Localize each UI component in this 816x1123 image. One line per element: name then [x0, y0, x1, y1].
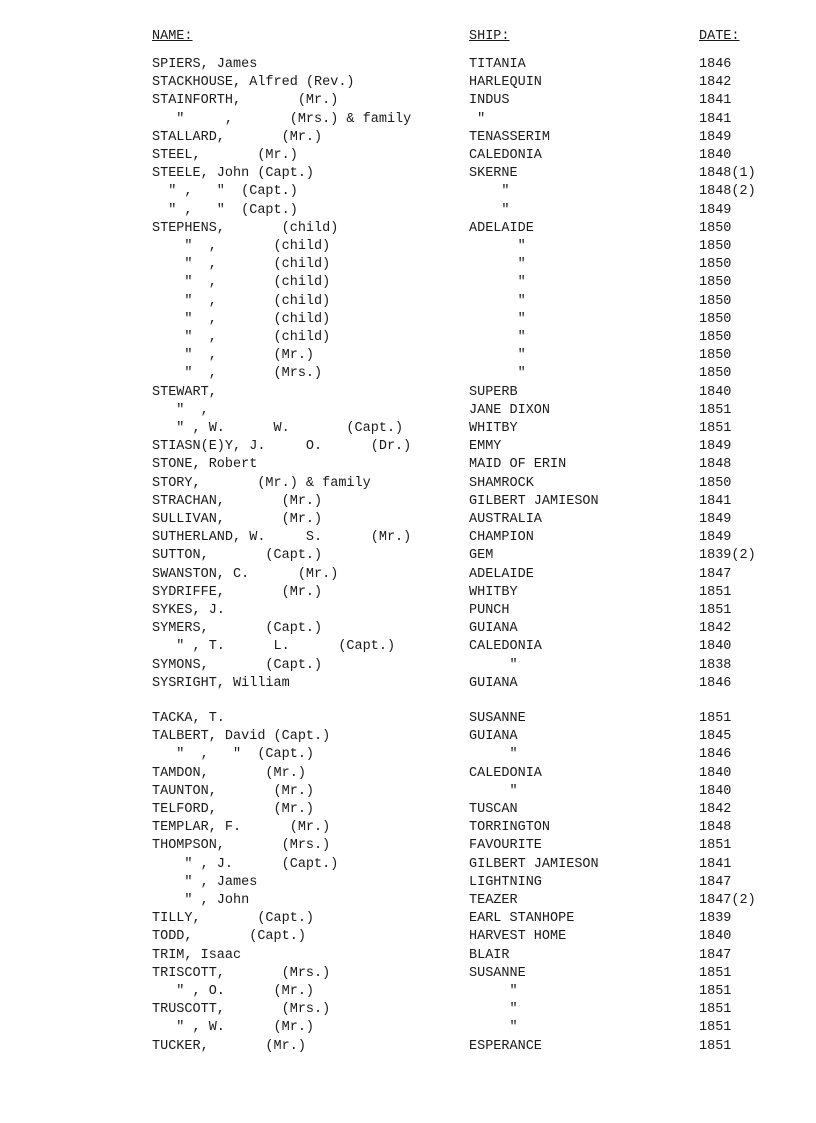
list-row: [0, 456, 816, 474]
passenger-name: TAUNTON, (Mr.): [152, 783, 315, 799]
passenger-name: STORY, (Mr.) & family: [152, 475, 371, 491]
ship-name: ": [469, 257, 526, 273]
arrival-date: 1849: [699, 512, 732, 527]
list-row: [0, 511, 816, 529]
list-row: [0, 1038, 816, 1056]
arrival-date: 1851: [699, 402, 732, 418]
passenger-name: SUTHERLAND, W. S. (Mr.): [152, 530, 412, 546]
ship-name: MAID OF ERIN: [469, 457, 567, 473]
list-row: [0, 202, 816, 220]
arrival-date: 1847: [699, 566, 732, 582]
arrival-date: 1851: [699, 984, 732, 999]
list-row: [0, 965, 816, 983]
list-row: [0, 710, 816, 728]
passenger-name: STRACHAN, (Mr.): [152, 493, 323, 509]
arrival-date: 1840: [699, 929, 732, 945]
list-row: [0, 728, 816, 746]
list-row: [0, 183, 816, 201]
arrival-date: 1850: [699, 366, 732, 382]
arrival-date: 1840: [699, 148, 732, 163]
list-row: [0, 602, 816, 620]
arrival-date: 1845: [699, 729, 732, 745]
arrival-date: 1847: [699, 874, 732, 890]
ship-name: SUSANNE: [469, 711, 526, 726]
passenger-name: " , (Mrs.) & family: [152, 111, 412, 127]
arrival-date: 1839: [699, 911, 732, 927]
ship-name: ": [469, 783, 518, 799]
list-row: [0, 620, 816, 638]
arrival-date: 1840: [699, 783, 732, 799]
list-row: [0, 584, 816, 602]
arrival-date: 1838: [699, 657, 732, 673]
ship-name: EMMY: [469, 439, 502, 455]
passenger-name: " , W. (Mr.): [152, 1020, 315, 1036]
ship-name: GUIANA: [469, 621, 518, 637]
passenger-name: STEWART,: [152, 384, 217, 400]
ship-name: ": [469, 184, 510, 200]
arrival-date: 1850: [699, 220, 732, 236]
list-row: [0, 165, 816, 183]
passenger-name: SYMONS, (Capt.): [152, 657, 323, 673]
passenger-name: " , (Mrs.): [152, 366, 323, 382]
ship-name: JANE DIXON: [469, 402, 551, 418]
arrival-date: 1841: [699, 93, 732, 109]
arrival-date: 1850: [699, 348, 732, 364]
arrival-date: 1841: [699, 493, 732, 509]
arrival-date: 1842: [699, 802, 732, 817]
passenger-name: " , (child): [152, 275, 331, 291]
ship-name: EARL STANHOPE: [469, 911, 575, 927]
list-row: [0, 547, 816, 565]
arrival-date: 1846: [699, 747, 732, 763]
list-row: [0, 910, 816, 928]
passenger-name: TILLY, (Capt.): [152, 911, 315, 927]
passenger-name: TACKA, T.: [152, 711, 225, 726]
passenger-name: " , " (Capt.): [152, 747, 315, 763]
list-row: [0, 529, 816, 547]
ship-name: ESPERANCE: [469, 1038, 542, 1054]
passenger-name: SYSRIGHT, William: [152, 675, 290, 691]
ship-name: GILBERT JAMIESON: [469, 493, 599, 509]
arrival-date: 1851: [699, 1038, 732, 1054]
arrival-date: 1840: [699, 765, 732, 781]
list-row: [0, 256, 816, 274]
ship-name: ": [469, 657, 518, 673]
ship-name: ": [469, 111, 486, 127]
arrival-date: 1850: [699, 239, 732, 254]
passenger-name: TODD, (Capt.): [152, 929, 306, 945]
arrival-date: 1850: [699, 311, 732, 327]
arrival-date: 1839(2): [699, 548, 756, 564]
ship-name: FAVOURITE: [469, 838, 542, 854]
passenger-name: TEMPLAR, F. (Mr.): [152, 820, 331, 836]
passenger-name: STEELE, John (Capt.): [152, 166, 315, 182]
passenger-name: STACKHOUSE, Alfred (Rev.): [152, 75, 355, 91]
ship-name: ": [469, 984, 518, 999]
passenger-name: TRIM, Isaac: [152, 947, 242, 963]
list-row: [0, 274, 816, 292]
passenger-name: TALBERT, David (Capt.): [152, 729, 331, 745]
passenger-name: STAINFORTH, (Mr.): [152, 93, 339, 109]
passenger-name: " , (child): [152, 330, 331, 345]
arrival-date: 1846: [699, 675, 732, 691]
ship-name: SKERNE: [469, 166, 518, 182]
list-row: [0, 111, 816, 129]
passenger-name: THOMPSON, (Mrs.): [152, 838, 331, 854]
passenger-name: STIASN(E)Y, J. O. (Dr.): [152, 439, 412, 455]
list-row: [0, 928, 816, 946]
arrival-date: 1851: [699, 421, 732, 436]
passenger-name: SYMERS, (Capt.): [152, 621, 323, 637]
arrival-date: 1851: [699, 1020, 732, 1036]
ship-name: ": [469, 275, 526, 291]
arrival-date: 1840: [699, 639, 732, 655]
list-row: [0, 493, 816, 511]
list-row: [0, 311, 816, 329]
passenger-name: SPIERS, James: [152, 57, 258, 72]
arrival-date: 1850: [699, 257, 732, 273]
list-row: [0, 819, 816, 837]
arrival-date: 1849: [699, 129, 732, 145]
list-row: [0, 638, 816, 656]
passenger-name: SWANSTON, C. (Mr.): [152, 566, 339, 582]
ship-name: TORRINGTON: [469, 820, 551, 836]
passenger-name: " , " (Capt.): [152, 202, 298, 218]
arrival-date: 1840: [699, 384, 732, 400]
list-row: [0, 92, 816, 110]
ship-name: GILBERT JAMIESON: [469, 856, 599, 872]
list-row: [0, 837, 816, 855]
list-row: [0, 74, 816, 92]
ship-name: HARVEST HOME: [469, 929, 567, 945]
list-row: [0, 129, 816, 147]
list-row: [0, 856, 816, 874]
ship-name: HARLEQUIN: [469, 75, 542, 91]
arrival-date: 1842: [699, 621, 732, 637]
list-row: [0, 438, 816, 456]
passenger-name: " , (child): [152, 293, 331, 309]
arrival-date: 1851: [699, 584, 732, 600]
list-row: [0, 801, 816, 819]
passenger-name: " , (child): [152, 257, 331, 273]
list-row: [0, 657, 816, 675]
passenger-name: " , T. L. (Capt.): [152, 639, 396, 655]
ship-name: ": [469, 348, 526, 364]
passenger-name: SULLIVAN, (Mr.): [152, 512, 323, 527]
arrival-date: 1849: [699, 202, 732, 218]
passenger-name: SYKES, J.: [152, 603, 225, 618]
list-row: [0, 238, 816, 256]
list-row: [0, 420, 816, 438]
arrival-date: 1841: [699, 111, 732, 127]
list-row: [0, 56, 816, 74]
list-row: [0, 347, 816, 365]
ship-name: SUPERB: [469, 384, 518, 400]
list-row: [0, 783, 816, 801]
passenger-name: " , (Mr.): [152, 348, 315, 364]
list-row: [0, 384, 816, 402]
list-row: [0, 220, 816, 238]
arrival-date: 1850: [699, 293, 732, 309]
list-row: [0, 874, 816, 892]
passenger-name: " , James: [152, 874, 258, 890]
arrival-date: 1847(2): [699, 893, 756, 908]
ship-name: GEM: [469, 548, 494, 564]
ship-name: TITANIA: [469, 57, 526, 72]
ship-name: ADELAIDE: [469, 566, 534, 582]
passenger-name: " , O. (Mr.): [152, 984, 315, 999]
list-row: [0, 765, 816, 783]
ship-name: ": [469, 202, 510, 218]
ship-name: LIGHTNING: [469, 874, 542, 890]
list-row: [0, 293, 816, 311]
passenger-name: STEEL, (Mr.): [152, 148, 298, 163]
arrival-date: 1846: [699, 57, 732, 72]
passenger-name: " , John: [152, 893, 250, 908]
arrival-date: 1847: [699, 947, 732, 963]
arrival-date: 1851: [699, 1002, 732, 1018]
arrival-date: 1848: [699, 820, 732, 836]
ship-name: AUSTRALIA: [469, 512, 542, 527]
ship-name: TENASSERIM: [469, 129, 551, 145]
passenger-name: STONE, Robert: [152, 457, 258, 473]
list-row: [0, 947, 816, 965]
list-row: [0, 746, 816, 764]
ship-name: SUSANNE: [469, 965, 526, 981]
date-column-header: DATE:: [699, 29, 740, 44]
list-row: [0, 475, 816, 493]
passenger-name: " , " (Capt.): [152, 184, 298, 200]
arrival-date: 1849: [699, 439, 732, 455]
passenger-name: SUTTON, (Capt.): [152, 548, 323, 564]
arrival-date: 1849: [699, 530, 732, 546]
passenger-name: " , (child): [152, 239, 331, 254]
ship-name: TUSCAN: [469, 802, 518, 817]
passenger-name: " , (child): [152, 311, 331, 327]
ship-name: WHITBY: [469, 421, 518, 436]
ship-name: ": [469, 311, 526, 327]
arrival-date: 1848: [699, 457, 732, 473]
ship-name: WHITBY: [469, 584, 518, 600]
arrival-date: 1841: [699, 856, 732, 872]
ship-name: CALEDONIA: [469, 148, 542, 163]
passenger-name: " , J. (Capt.): [152, 856, 339, 872]
ship-name: CHAMPION: [469, 530, 534, 546]
ship-name: GUIANA: [469, 729, 518, 745]
passenger-name: TUCKER, (Mr.): [152, 1038, 306, 1054]
passenger-name: STALLARD, (Mr.): [152, 129, 323, 145]
ship-name: ": [469, 239, 526, 254]
passenger-name: TAMDON, (Mr.): [152, 765, 306, 781]
name-column-header: NAME:: [152, 29, 193, 44]
list-row: [0, 983, 816, 1001]
passenger-name: STEPHENS, (child): [152, 220, 339, 236]
arrival-date: 1850: [699, 275, 732, 291]
ship-name: ": [469, 330, 526, 345]
arrival-date: 1851: [699, 965, 732, 981]
arrival-date: 1851: [699, 838, 732, 854]
arrival-date: 1851: [699, 603, 732, 618]
list-row: [0, 147, 816, 165]
arrival-date: 1850: [699, 475, 732, 491]
list-row: [0, 402, 816, 420]
ship-name: CALEDONIA: [469, 765, 542, 781]
passenger-name: SYDRIFFE, (Mr.): [152, 584, 323, 600]
ship-name: ": [469, 747, 518, 763]
ship-column-header: SHIP:: [469, 29, 510, 44]
list-row: [0, 675, 816, 693]
passenger-name: TELFORD, (Mr.): [152, 802, 315, 817]
ship-name: ": [469, 293, 526, 309]
passenger-name: TRUSCOTT, (Mrs.): [152, 1002, 331, 1018]
ship-name: GUIANA: [469, 675, 518, 691]
ship-name: SHAMROCK: [469, 475, 534, 491]
arrival-date: 1848(1): [699, 166, 756, 182]
arrival-date: 1842: [699, 75, 732, 91]
passenger-name: " ,: [152, 402, 209, 418]
ship-name: BLAIR: [469, 947, 510, 963]
list-row: [0, 365, 816, 383]
list-row: [0, 566, 816, 584]
ship-name: ADELAIDE: [469, 220, 534, 236]
passenger-name: " , W. W. (Capt.): [152, 421, 404, 436]
ship-name: INDUS: [469, 93, 510, 109]
passenger-name: TRISCOTT, (Mrs.): [152, 965, 331, 981]
ship-name: TEAZER: [469, 893, 518, 908]
list-row: [0, 892, 816, 910]
arrival-date: 1851: [699, 711, 732, 726]
ship-name: PUNCH: [469, 603, 510, 618]
arrival-date: 1848(2): [699, 184, 756, 200]
ship-name: ": [469, 1020, 518, 1036]
ship-name: ": [469, 1002, 518, 1018]
list-row: [0, 329, 816, 347]
list-row: [0, 1019, 816, 1037]
ship-name: CALEDONIA: [469, 639, 542, 655]
ship-name: ": [469, 366, 526, 382]
arrival-date: 1850: [699, 330, 732, 345]
list-row: [0, 1001, 816, 1019]
